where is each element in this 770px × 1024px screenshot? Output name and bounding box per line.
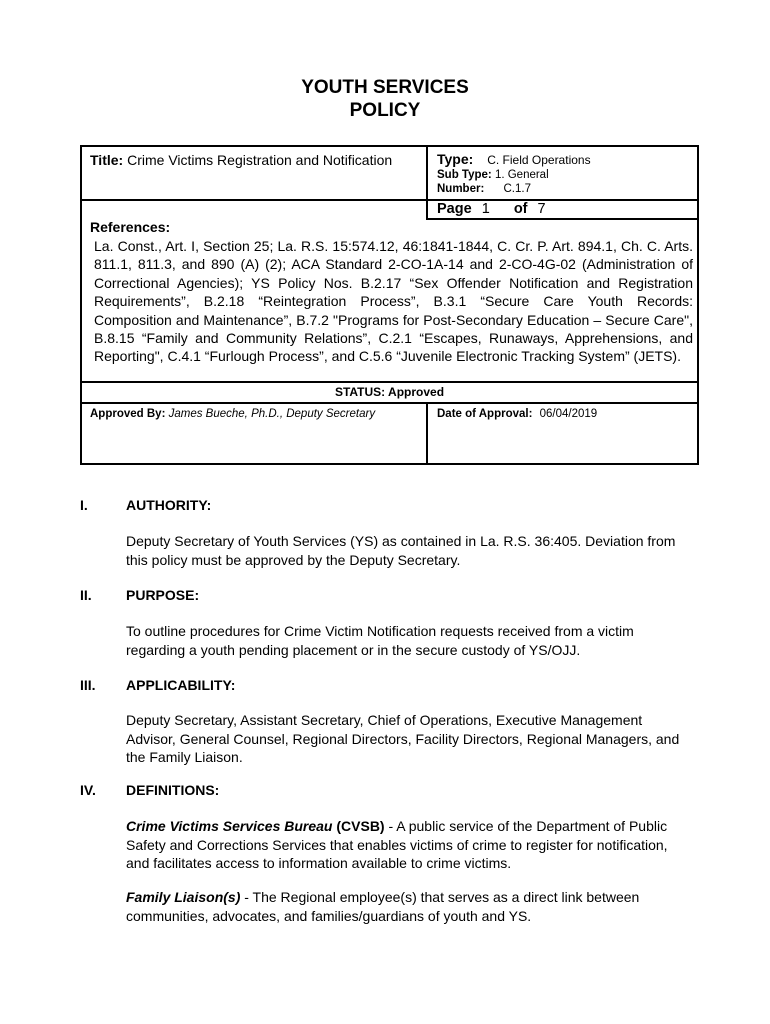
number-label: Number: — [437, 183, 485, 195]
divider — [426, 199, 428, 219]
section-heading: AUTHORITY: — [126, 497, 212, 513]
approval-date — [437, 407, 597, 421]
section-heading: APPLICABILITY: — [126, 677, 236, 693]
subtype-value: 1. General — [494, 169, 549, 181]
type-value: C. Field Operations — [487, 153, 591, 167]
section-body: To outline procedures for Crime Victim Notification requests received from a victim regarding a youth pending placement or in the secure custody of YS/OJJ. — [126, 623, 634, 658]
policy-title — [90, 152, 392, 168]
definition-term: Family Liaison(s) — [126, 889, 241, 905]
date-value: 06/04/2019 — [539, 408, 598, 420]
section-heading: PURPOSE: — [126, 587, 200, 603]
policy-subtype — [437, 168, 549, 182]
title-label: Title: — [90, 152, 124, 168]
divider — [426, 218, 697, 220]
section-number: II. — [80, 587, 92, 603]
policy-info-table — [80, 145, 699, 465]
divider — [82, 199, 697, 201]
type-label: Type: — [437, 151, 474, 167]
divider — [426, 402, 428, 465]
status-badge: STATUS: Approved — [334, 385, 445, 399]
page-label: Page — [437, 201, 472, 217]
subtype-label: Sub Type: — [437, 169, 492, 181]
approved-by — [90, 407, 375, 421]
approved-by-label: Approved By: — [90, 408, 166, 420]
date-label: Date of Approval: — [437, 408, 533, 420]
number-value: C.1.7 — [503, 183, 531, 195]
section-number: III. — [80, 677, 96, 693]
page-total: 7 — [537, 201, 546, 217]
page-number: 1 — [481, 201, 490, 217]
document-title-line2: POLICY — [349, 100, 421, 121]
definition-term: Crime Victims Services Bureau — [126, 818, 333, 834]
section-number: IV. — [80, 782, 96, 798]
definition-text: - A public service of the Department of Public Safety and Corrections Services that enables victims of crime to register for notification, and facilitates access to information available to crime victims. — [126, 818, 668, 871]
divider — [426, 147, 428, 199]
approved-by-value: James Bueche, Ph.D., Deputy Secretary — [168, 408, 376, 420]
page-indicator — [437, 201, 546, 219]
title-value: Crime Victims Registration and Notification — [127, 152, 393, 168]
section-body: Deputy Secretary, Assistant Secretary, Chief of Operations, Executive Management Advisor, General Counsel, Regional Directors, Facility Directors, Regional Managers, and the Family Liaison. — [126, 712, 680, 765]
policy-number — [437, 182, 531, 196]
section-heading: DEFINITIONS: — [126, 782, 220, 798]
definition-family-liaison — [126, 888, 690, 925]
divider — [82, 381, 697, 383]
definition-text: - The Regional employee(s) that serves as a direct link between communities, advocates, and families/guardians of youth and YS. — [126, 889, 640, 924]
of-label: of — [513, 201, 528, 217]
policy-type — [437, 151, 591, 168]
definition-abbr: (CVSB) — [336, 818, 385, 834]
document-title-line1: YOUTH SERVICES — [301, 77, 469, 98]
definition-cvsb — [126, 817, 690, 873]
section-number: I. — [80, 497, 88, 513]
section-body: Deputy Secretary of Youth Services (YS) as contained in La. R.S. 36:405. Deviation from this policy must be approved by the Deputy Secretary. — [126, 533, 676, 568]
divider — [82, 402, 697, 404]
references-text: La. Const., Art. I, Section 25; La. R.S. 15:574.12, 46:1841-1844, C. Cr. P. Art. 894.1, Ch. C. Arts. 811.1, 811.3, and 890 (A) (2); ACA Standard 2-CO-1A-14 and 2-CO-4G-02 (Administration of Correctional Agencies); YS Policy Nos. B.2.17 “Sex Offender Notification and Registration Requirements”, B.2.18 “Reintegration Process”, B.3.1 “Secure Care Youth Records: Composition and Maintenance”, B.7.2 "Programs for Post-Secondary Education – Secure Care", B.8.15 “Family and Community Relations”, C.2.1 “Escapes, Runaways, Apprehensions, and Reporting", C.4.1 “Furlough Process”, and C.5.6 “Juvenile Electronic Tracking System” (JETS). — [94, 238, 693, 365]
references-label: References: — [90, 219, 171, 235]
